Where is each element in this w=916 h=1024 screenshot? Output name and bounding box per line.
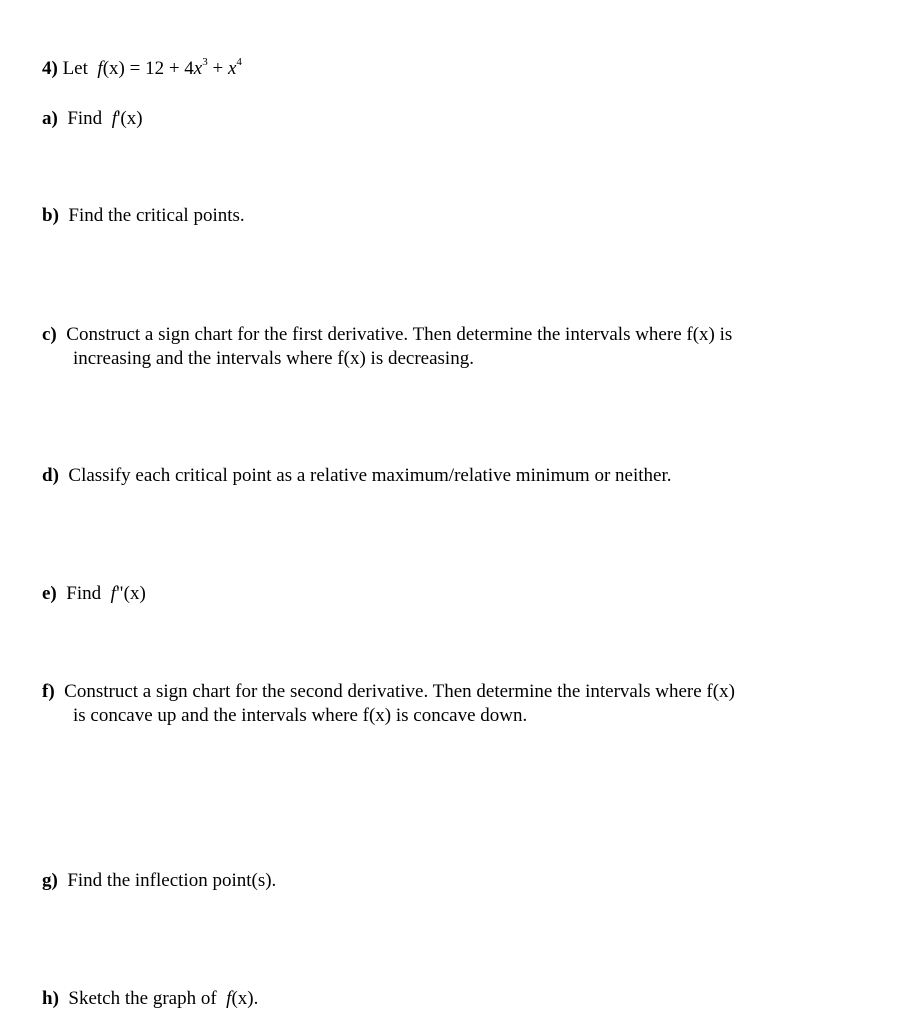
part-c-text-line2: increasing and the intervals where f(x) is decreasing. bbox=[73, 348, 474, 369]
function-notation bbox=[226, 988, 258, 1009]
part-h-text: Sketch the graph of bbox=[68, 988, 217, 1009]
part-c bbox=[42, 323, 732, 347]
problem-number: 4) bbox=[42, 58, 58, 79]
part-e-label: e) bbox=[42, 583, 57, 604]
func-name: f bbox=[97, 58, 103, 79]
part-a-label: a) bbox=[42, 108, 58, 129]
part-b-text: Find the critical points. bbox=[68, 205, 245, 226]
part-f bbox=[42, 680, 735, 704]
part-f-label: f) bbox=[42, 681, 55, 702]
plus-sign: + bbox=[212, 58, 224, 79]
part-d bbox=[42, 464, 671, 488]
function-definition bbox=[93, 58, 242, 79]
part-h-label: h) bbox=[42, 988, 59, 1009]
func-arg: (x) bbox=[102, 58, 125, 79]
part-e-text: Find bbox=[66, 583, 102, 604]
cubic-exponent: 3 bbox=[202, 56, 208, 68]
quartic-variable: x bbox=[227, 58, 237, 79]
problem-statement bbox=[42, 57, 242, 81]
deriv-rest: '(x) bbox=[116, 108, 143, 129]
deriv-f: f bbox=[111, 108, 117, 129]
part-c-label: c) bbox=[42, 324, 57, 345]
part-h bbox=[42, 987, 258, 1011]
problem-intro: Let bbox=[62, 58, 88, 79]
part-a bbox=[42, 107, 143, 131]
part-b bbox=[42, 204, 245, 228]
part-d-text: Classify each critical point as a relative maximum/relative minimum or neither. bbox=[68, 465, 672, 486]
cubic-variable: x bbox=[193, 58, 203, 79]
part-g-label: g) bbox=[42, 870, 58, 891]
part-g bbox=[42, 869, 276, 893]
part-d-label: d) bbox=[42, 465, 59, 486]
equals-sign: = bbox=[129, 58, 141, 79]
part-a-text: Find bbox=[67, 108, 103, 129]
second-derivative-notation bbox=[111, 583, 146, 604]
part-f-text-line1: Construct a sign chart for the second derivative. Then determine the intervals where f(x) bbox=[64, 681, 735, 702]
plus-sign: + bbox=[168, 58, 180, 79]
part-b-label: b) bbox=[42, 205, 59, 226]
second-deriv-f: f bbox=[110, 583, 116, 604]
part-f-text-line2: is concave up and the intervals where f(x) is concave down. bbox=[73, 705, 528, 726]
part-c-text-line1: Construct a sign chart for the first derivative. Then determine the intervals where f(x) is bbox=[66, 324, 733, 345]
constant-term: 12 bbox=[145, 58, 165, 79]
graph-rest: (x). bbox=[231, 988, 259, 1009]
part-e bbox=[42, 582, 146, 606]
first-derivative-notation bbox=[112, 108, 143, 129]
quartic-exponent: 4 bbox=[236, 56, 242, 68]
graph-f: f bbox=[226, 988, 232, 1009]
part-g-text: Find the inflection point(s). bbox=[67, 870, 277, 891]
second-deriv-rest: "(x) bbox=[115, 583, 146, 604]
coefficient: 4 bbox=[184, 58, 194, 79]
